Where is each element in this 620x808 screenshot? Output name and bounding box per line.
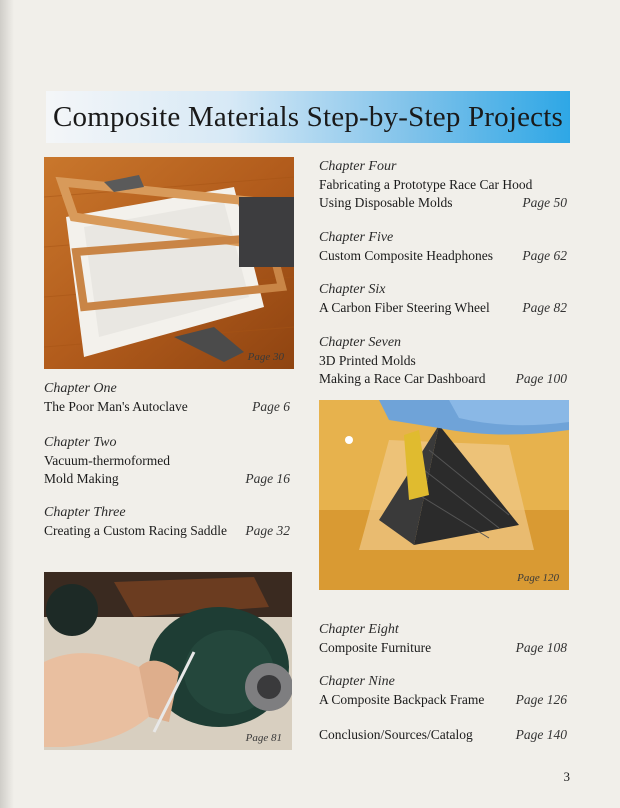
chapter-page: Page 140 bbox=[515, 727, 567, 742]
chapter-label: Chapter Four bbox=[319, 159, 397, 174]
chapter-page: Page 16 bbox=[245, 471, 290, 486]
chapter-label: Chapter Seven bbox=[319, 335, 402, 350]
photo-page-label: Page 81 bbox=[245, 732, 282, 744]
chapter-page: Page 50 bbox=[522, 195, 567, 210]
chapter-label: Chapter One bbox=[44, 381, 117, 396]
chapter-page: Page 82 bbox=[522, 300, 567, 315]
headphones-photo bbox=[44, 572, 292, 750]
chapter-title: Using Disposable Molds bbox=[319, 195, 453, 210]
chapter-page: Page 62 bbox=[522, 248, 567, 263]
chapter-label: Chapter Two bbox=[44, 435, 117, 450]
chapter-title: Fabricating a Prototype Race Car Hood bbox=[319, 177, 533, 192]
chapter-title: The Poor Man's Autoclave bbox=[44, 399, 188, 414]
chapter-title: Creating a Custom Racing Saddle bbox=[44, 523, 227, 538]
frame-photo bbox=[44, 157, 294, 369]
chapter-label: Chapter Five bbox=[319, 230, 394, 245]
chapter-title: Mold Making bbox=[44, 471, 119, 486]
toc-entry-chapter-three[interactable] bbox=[44, 504, 290, 540]
page-edge-shadow bbox=[0, 0, 14, 808]
toc-entry-chapter-five[interactable] bbox=[319, 229, 567, 265]
chapter-title: A Composite Backpack Frame bbox=[319, 692, 485, 707]
page-title: Composite Materials Step-by-Step Projects bbox=[53, 100, 563, 133]
toc-entry-chapter-eight[interactable] bbox=[319, 621, 567, 657]
chapter-title: Conclusion/Sources/Catalog bbox=[319, 727, 473, 742]
chapter-page: Page 32 bbox=[245, 523, 290, 538]
chapter-page: Page 6 bbox=[252, 399, 290, 414]
toc-entry-chapter-one[interactable] bbox=[44, 380, 290, 416]
chapter-title: A Carbon Fiber Steering Wheel bbox=[319, 300, 490, 315]
toc-entry-chapter-seven[interactable] bbox=[319, 334, 567, 388]
title-banner bbox=[46, 91, 570, 143]
chapter-title: Custom Composite Headphones bbox=[319, 248, 493, 263]
photo-page-label: Page 30 bbox=[247, 351, 284, 363]
chapter-page: Page 126 bbox=[515, 692, 567, 707]
toc-entry-chapter-two[interactable] bbox=[44, 434, 290, 488]
chapter-label: Chapter Eight bbox=[319, 622, 399, 637]
chapter-page: Page 108 bbox=[515, 640, 567, 655]
chapter-title: 3D Printed Molds bbox=[319, 353, 416, 368]
toc-entry-conclusion[interactable] bbox=[319, 726, 567, 744]
chapter-label: Chapter Six bbox=[319, 282, 386, 297]
chapter-title: Making a Race Car Dashboard bbox=[319, 371, 486, 386]
page-number: 3 bbox=[563, 769, 570, 784]
toc-entry-chapter-nine[interactable] bbox=[319, 673, 567, 709]
chapter-label: Chapter Three bbox=[44, 505, 126, 520]
chapter-page: Page 100 bbox=[515, 371, 567, 386]
chapter-title: Composite Furniture bbox=[319, 640, 432, 655]
chapter-label: Chapter Nine bbox=[319, 674, 395, 689]
carbon-mold-photo bbox=[319, 400, 569, 590]
chapter-title: Vacuum-thermoformed bbox=[44, 453, 170, 468]
toc-entry-chapter-six[interactable] bbox=[319, 281, 567, 317]
toc-entry-chapter-four[interactable] bbox=[319, 158, 567, 212]
photo-page-label: Page 120 bbox=[517, 572, 559, 584]
